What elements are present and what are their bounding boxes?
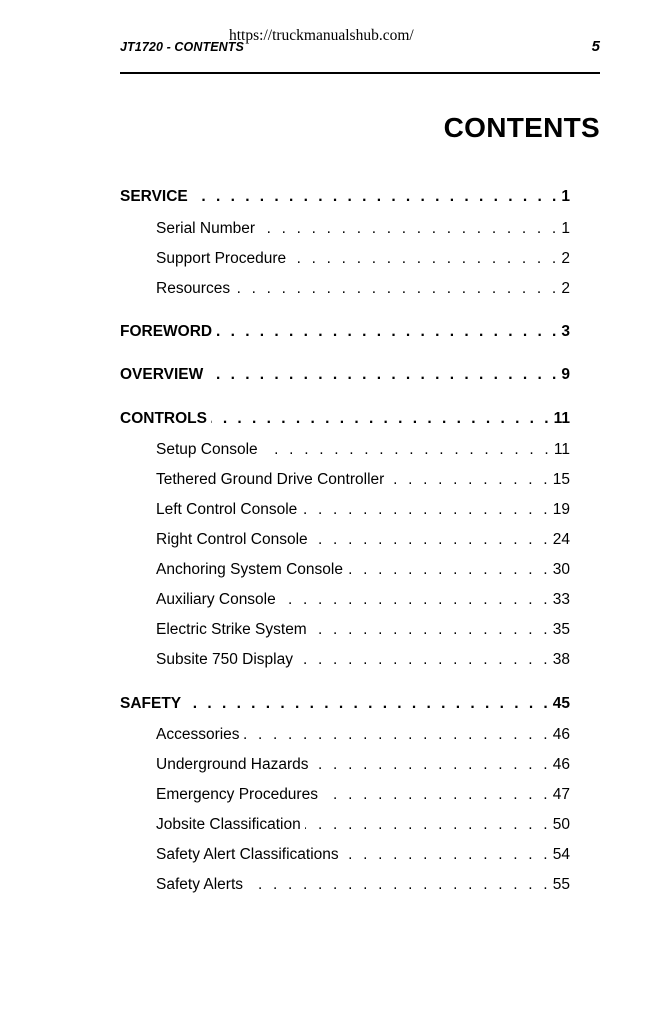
dot-leader xyxy=(322,785,551,805)
toc-entry-page: 11 xyxy=(553,441,570,458)
toc-entry-label: Electric Strike System xyxy=(156,621,307,638)
toc-entry-label: Auxiliary Console xyxy=(156,591,276,608)
dot-leader xyxy=(280,590,551,610)
toc-entry-label: SAFETY xyxy=(120,695,182,712)
dot-leader xyxy=(343,845,551,865)
toc-section-foreword[interactable] xyxy=(120,322,570,342)
toc-entry-electric-strike-system[interactable] xyxy=(156,620,570,640)
toc-entry-accessories[interactable] xyxy=(156,725,570,745)
toc-entry-page: 9 xyxy=(561,366,570,383)
dot-leader xyxy=(247,875,551,895)
toc-section-controls[interactable] xyxy=(120,409,570,429)
toc-entry-anchoring-system-console[interactable] xyxy=(156,560,570,580)
dot-leader xyxy=(216,322,559,342)
toc-entry-page: 50 xyxy=(552,816,570,833)
document-id: JT1720 - CONTENTS xyxy=(120,40,244,54)
dot-leader xyxy=(244,725,551,745)
dot-leader xyxy=(347,560,551,580)
dot-leader xyxy=(388,470,550,490)
toc-entry-left-control-console[interactable] xyxy=(156,500,570,520)
toc-section-service[interactable] xyxy=(120,187,570,207)
dot-leader xyxy=(185,694,551,714)
toc-entry-page: 46 xyxy=(552,726,570,743)
toc-entry-page: 19 xyxy=(552,501,570,518)
toc-entry-page: 2 xyxy=(561,250,570,267)
dot-leader xyxy=(234,279,559,299)
dot-leader xyxy=(297,650,551,670)
toc-entry-label: Safety Alerts xyxy=(156,876,244,893)
toc-entry-label: Setup Console xyxy=(156,441,258,458)
page-number: 5 xyxy=(591,38,600,55)
toc-entry-page: 35 xyxy=(552,621,570,638)
toc-entry-setup-console[interactable] xyxy=(156,440,570,460)
toc-entry-serial-number[interactable] xyxy=(156,219,570,239)
toc-entry-label: Accessories xyxy=(156,726,240,743)
toc-entry-page: 45 xyxy=(552,695,570,712)
toc-entry-label: Tethered Ground Drive Controller xyxy=(156,471,385,488)
dot-leader xyxy=(259,219,559,239)
toc-entry-label: SERVICE xyxy=(120,188,188,205)
toc-entry-right-control-console[interactable] xyxy=(156,530,570,550)
toc-entry-safety-alerts[interactable] xyxy=(156,875,570,895)
toc-entry-label: Right Control Console xyxy=(156,531,308,548)
dot-leader xyxy=(301,500,550,520)
toc-entry-label: Safety Alert Classifications xyxy=(156,846,339,863)
dot-leader xyxy=(305,815,551,835)
toc-entry-page: 30 xyxy=(552,561,570,578)
dot-leader xyxy=(313,755,551,775)
toc-entry-emergency-procedures[interactable] xyxy=(156,785,570,805)
toc-entry-jobsite-classification[interactable] xyxy=(156,815,570,835)
dot-leader xyxy=(262,440,552,460)
toc-entry-resources[interactable] xyxy=(156,279,570,299)
toc-entry-page: 33 xyxy=(552,591,570,608)
toc-entry-page: 1 xyxy=(561,220,570,237)
toc-entry-label: FOREWORD xyxy=(120,323,213,340)
dot-leader xyxy=(290,249,559,269)
toc-entry-page: 55 xyxy=(552,876,570,893)
toc-entry-label: Emergency Procedures xyxy=(156,786,318,803)
toc-entry-page: 11 xyxy=(553,410,570,427)
toc-entry-label: CONTROLS xyxy=(120,410,207,427)
watermark-url: https://truckmanualshub.com/ xyxy=(229,27,414,44)
toc-entry-label: Underground Hazards xyxy=(156,756,309,773)
toc-entry-label: Left Control Console xyxy=(156,501,298,518)
toc-entry-page: 15 xyxy=(552,471,570,488)
dot-leader xyxy=(311,620,551,640)
toc-entry-subsite-750-display[interactable] xyxy=(156,650,570,670)
toc-entry-label: OVERVIEW xyxy=(120,366,204,383)
toc-entry-page: 3 xyxy=(561,323,570,340)
toc-entry-tethered-ground-drive-controller[interactable] xyxy=(156,470,570,490)
dot-leader xyxy=(312,530,551,550)
toc-entry-page: 54 xyxy=(552,846,570,863)
dot-leader xyxy=(207,365,559,385)
toc-entry-page: 38 xyxy=(552,651,570,668)
toc-entry-page: 2 xyxy=(561,280,570,297)
toc-entry-page: 24 xyxy=(552,531,570,548)
dot-leader xyxy=(211,409,552,429)
dot-leader xyxy=(192,187,560,207)
toc-entry-page: 1 xyxy=(561,188,570,205)
toc-entry-underground-hazards[interactable] xyxy=(156,755,570,775)
toc-entry-label: Jobsite Classification xyxy=(156,816,301,833)
toc-entry-label: Serial Number xyxy=(156,220,256,237)
toc-section-safety[interactable] xyxy=(120,694,570,714)
toc-entry-auxiliary-console[interactable] xyxy=(156,590,570,610)
toc-entry-support-procedure[interactable] xyxy=(156,249,570,269)
toc-entry-safety-alert-classifications[interactable] xyxy=(156,845,570,865)
toc-entry-label: Support Procedure xyxy=(156,250,287,267)
toc-entry-label: Subsite 750 Display xyxy=(156,651,293,668)
toc-entry-page: 47 xyxy=(552,786,570,803)
page-title: CONTENTS xyxy=(443,112,600,143)
toc-section-overview[interactable] xyxy=(120,365,570,385)
toc-entry-label: Resources xyxy=(156,280,231,297)
toc-entry-label: Anchoring System Console xyxy=(156,561,343,578)
toc-entry-page: 46 xyxy=(552,756,570,773)
